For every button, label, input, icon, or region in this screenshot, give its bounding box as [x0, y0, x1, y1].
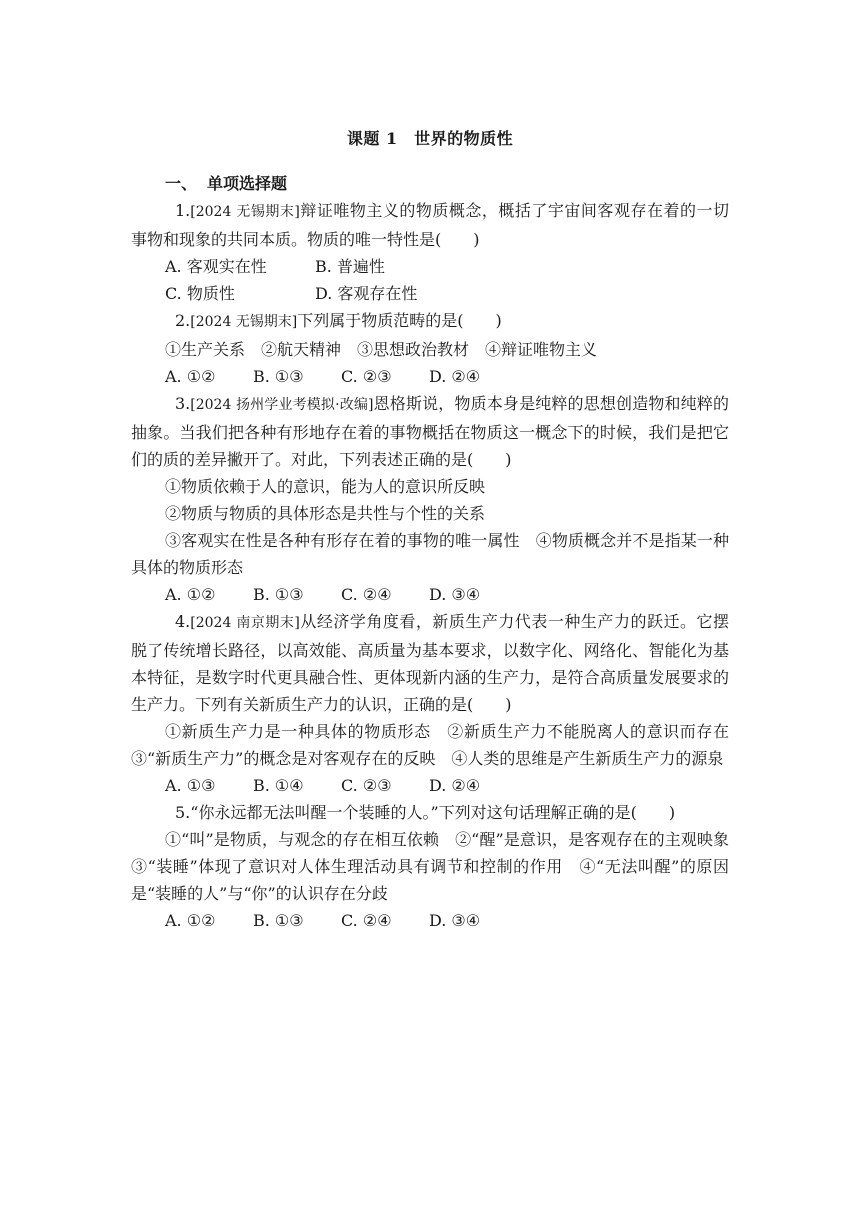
question-statements: ①生产关系 ②航天精神 ③思想政治教材 ④辩证唯物主义 [165, 340, 598, 359]
option-d: D. ②④ [429, 776, 481, 795]
option-b: B. ①④ [253, 776, 304, 795]
question-statement: ③客观实在性是各种有形存在着的事物的唯一属性 ④物质概念并不是指某一种具体的物质形态 [131, 531, 729, 577]
options-row [131, 581, 729, 608]
question-stem [131, 390, 729, 473]
options-row [131, 772, 729, 799]
option-d: D. ②④ [429, 367, 481, 386]
question-text: “你永远都无法叫醒一个装睡的人。”下列对这句话理解正确的是( ) [190, 803, 676, 822]
question-statement: ①物质依赖于人的意识，能为人的意识所反映 [165, 477, 486, 496]
option-c: C. ②④ [341, 585, 392, 604]
option-c: C. ②④ [341, 911, 392, 930]
section-heading [131, 170, 729, 197]
question-number: 2. [175, 311, 191, 330]
question-number: 4. [175, 612, 191, 631]
option-d: D. ③④ [429, 911, 481, 930]
question-number: 1. [175, 201, 191, 220]
section-label: 单项选择题 [207, 174, 288, 193]
document-body [131, 170, 746, 934]
question-4 [131, 608, 746, 799]
question-number: 3. [175, 394, 191, 413]
question-number: 5. [175, 803, 191, 822]
options-row [131, 907, 729, 934]
option-a: A. ①② [165, 911, 216, 930]
question-2 [131, 307, 729, 390]
option-c: C. ②③ [341, 776, 392, 795]
options-row [131, 280, 729, 307]
question-source: [2024 无锡期末] [190, 314, 298, 330]
question-5 [131, 799, 746, 934]
question-stem [131, 799, 729, 826]
question-3 [131, 390, 729, 608]
question-text: 下列属于物质范畴的是( ) [297, 311, 502, 330]
page-title: 课题 1 世界的物质性 [346, 129, 514, 148]
question-source: [2024 扬州学业考模拟·改编] [190, 397, 374, 413]
question-statement: ②物质与物质的具体形态是共性与个性的关系 [165, 504, 486, 523]
option-c: C. ②③ [341, 367, 392, 386]
question-source: [2024 无锡期末] [190, 204, 300, 220]
option-b: B. ①③ [253, 911, 304, 930]
question-text: 恩格斯说，物质本身是纯粹的思想创造物和纯粹的抽象。当我们把各种有形地存在着的事物概括在物质这一概念下的时候，我们是把它们的质的差异撇开了。对此，下列表述正确的是( ) [131, 394, 729, 469]
question-statements: ①新质生产力是一种具体的物质形态 ②新质生产力不能脱离人的意识而存在 ③“新质生产力”的概念是对客观存在的反映 ④人类的思维是产生新质生产力的源泉 [131, 722, 746, 768]
question-1 [131, 197, 729, 307]
question-stem [131, 197, 729, 253]
section-number: 一、 [165, 174, 198, 193]
question-text: 从经济学角度看，新质生产力代表一种生产力的跃迁。它摆脱了传统增长路径，以高效能、高质量为基本要求，以数字化、网络化、智能化为基本特征，是数字时代更具融合性、更体现新内涵的生产力，是符合高质量发展要求的生产力。下列有关新质生产力的认识，正确的是( ) [131, 612, 729, 714]
question-stem [131, 608, 729, 718]
question-stem [131, 307, 729, 336]
option-a: A. ①③ [165, 776, 216, 795]
option-d: D. 客观存在性 [315, 284, 418, 303]
options-row [131, 253, 729, 280]
option-a: A. ①② [165, 367, 216, 386]
question-statements: ①“叫”是物质，与观念的存在相互依赖 ②“醒”是意识，是客观存在的主观映象 ③“装睡”体现了意识对人体生理活动具有调节和控制的作用 ④“无法叫醒”的原因是“装睡的人”与“你”的认识存在分歧 [131, 830, 746, 903]
option-b: B. ①③ [253, 585, 304, 604]
option-d: D. ③④ [429, 585, 481, 604]
options-row [131, 363, 729, 390]
option-b: B. ①③ [253, 367, 304, 386]
option-a: A. ①② [165, 585, 216, 604]
option-c: C. 物质性 [165, 284, 235, 303]
question-text: 辩证唯物主义的物质概念，概括了宇宙间客观存在着的一切事物和现象的共同本质。物质的唯一特性是( ) [131, 201, 729, 249]
option-a: A. 客观实在性 [165, 257, 267, 276]
option-b: B. 普遍性 [315, 257, 385, 276]
question-source: [2024 南京期末] [190, 615, 300, 631]
